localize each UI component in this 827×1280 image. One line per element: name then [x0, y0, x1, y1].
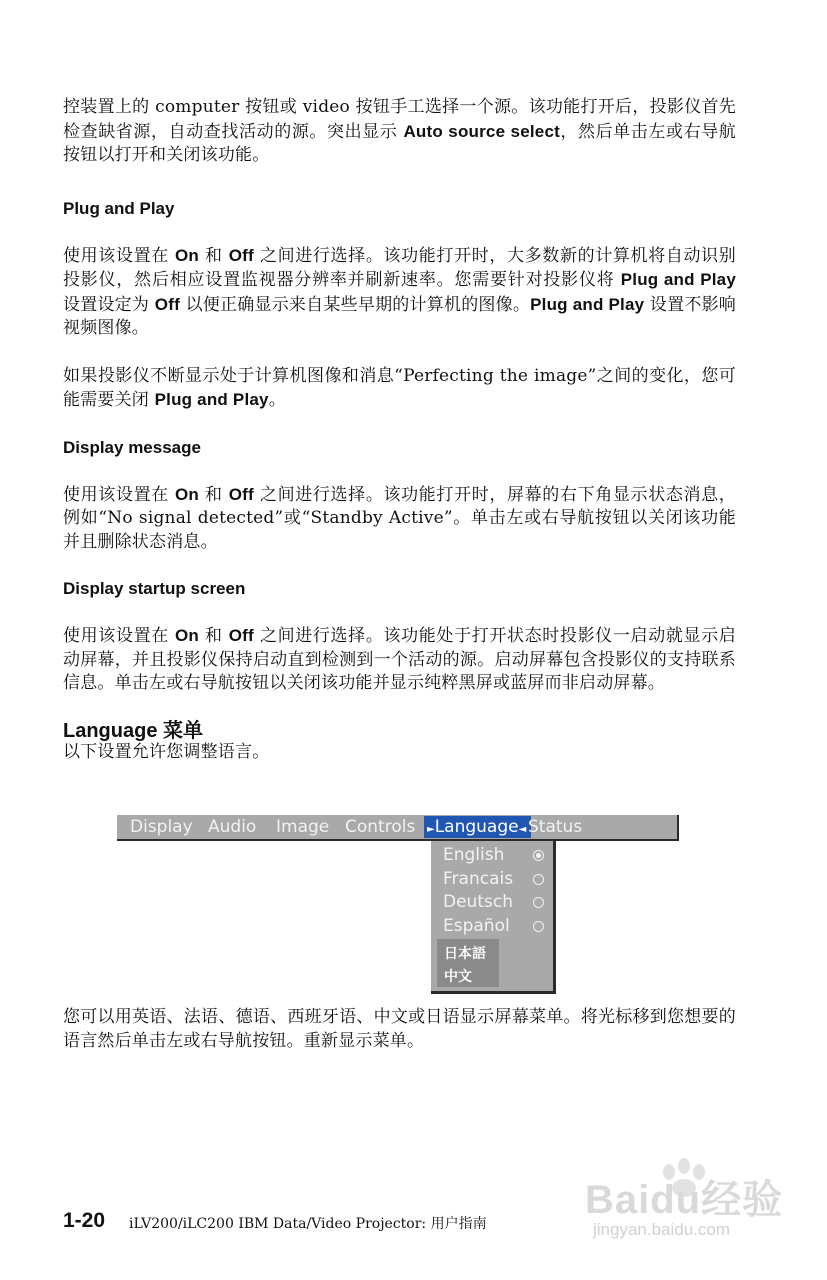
option-francais[interactable]: Francais: [443, 869, 514, 889]
section-heading-display-startup-screen: Display startup screen: [63, 579, 246, 598]
menu-bar: [117, 815, 679, 841]
tab-language[interactable]: [424, 816, 531, 838]
option-espanol[interactable]: Español: [443, 916, 510, 936]
language-after-paragraph: 您可以用英语、法语、德语、西班牙语、中文或日语显示屏幕菜单。将光标移到您想要的语言然后单击左或右导航按钮。重新显示菜单。: [63, 1007, 736, 1051]
tab-controls[interactable]: Controls: [345, 817, 416, 837]
section-heading-display-message: Display message: [63, 437, 201, 457]
plug-paragraph-1: 使用该设置在 On 和 Off 之间进行选择。该功能打开时，大多数新的计算机将自动识别投影仪，然后相应设置监视器分辨率并刷新速率。您需要针对投影仪将 Plug and Play 设置设定为 Off 以便正确显示来自某些早期的计算机的图像。Plug and Play 设置不影响视频图像。: [63, 245, 737, 338]
radio-selected-icon[interactable]: [533, 850, 544, 861]
text: 控装置上的 computer 按钮或 video 按钮手工选择一个源。该功能打开后，投影仪首先检查缺省源，自动查找活动的源。突出显示: [63, 97, 736, 142]
option-japanese[interactable]: 日本語: [444, 946, 486, 962]
option-english[interactable]: English: [443, 845, 505, 865]
text: ，然后单击左或右导航按钮以打开和关闭该功能。: [63, 121, 736, 165]
tab-audio[interactable]: Audio: [208, 817, 257, 837]
tab-language-label: Language: [434, 817, 519, 837]
radio-empty-icon[interactable]: [533, 874, 544, 885]
option-chinese[interactable]: 中文: [444, 969, 472, 985]
intro-paragraph: [63, 96, 736, 168]
tab-image[interactable]: Image: [276, 817, 330, 837]
page-content: [63, 96, 736, 762]
option-deutsch[interactable]: Deutsch: [443, 892, 513, 912]
watermark-url: jingyan.baidu.com: [593, 1220, 731, 1239]
arrow-left-icon: ◄: [518, 824, 527, 835]
tab-status[interactable]: Status: [528, 817, 583, 837]
language-dropdown: [431, 841, 556, 994]
language-menu-screenshot: [117, 815, 679, 1000]
arrow-right-icon: ►: [427, 824, 435, 835]
language-intro: 以下设置允许您调整语言。: [63, 741, 270, 762]
cjk-language-block: [437, 939, 499, 987]
watermark-logo: Baidu经验: [585, 1178, 784, 1222]
page-number: 1-20: [63, 1209, 106, 1232]
startup-paragraph: 使用该设置在 On 和 Off 之间进行选择。该功能处于打开状态时投影仪一启动就显示启动屏幕，并且投影仪保持启动直到检测到一个活动的源。启动屏幕包含投影仪的支持联系信息。单击左或右导航按钮以关闭该功能并显示纯粹黑屏或蓝屏而非启动屏幕。: [63, 626, 736, 693]
plug-paragraph-2: 如果投影仪不断显示处于计算机图像和消息“Perfecting the image”之间的变化，您可能需要关闭 Plug and Play。: [63, 365, 736, 410]
tab-display[interactable]: Display: [130, 817, 193, 837]
footer-title: iLV200/iLC200 IBM Data/Video Projector: 用户指南: [129, 1216, 487, 1232]
watermark: [585, 1158, 785, 1248]
section-heading-plug-and-play: Plug and Play: [63, 198, 175, 218]
radio-dot-icon: [536, 853, 541, 858]
radio-empty-icon[interactable]: [533, 897, 544, 908]
radio-empty-icon[interactable]: [533, 921, 544, 932]
bold-term: Auto source select: [403, 121, 560, 141]
display-message-paragraph: 使用该设置在 On 和 Off 之间进行选择。该功能打开时，屏幕的右下角显示状态消息，例如“No signal detected”或“Standby Active”。单击左或右导航按钮以关闭该功能并且删除状态消息。: [63, 484, 736, 552]
section-heading-language-menu: Language 菜单: [63, 719, 204, 742]
